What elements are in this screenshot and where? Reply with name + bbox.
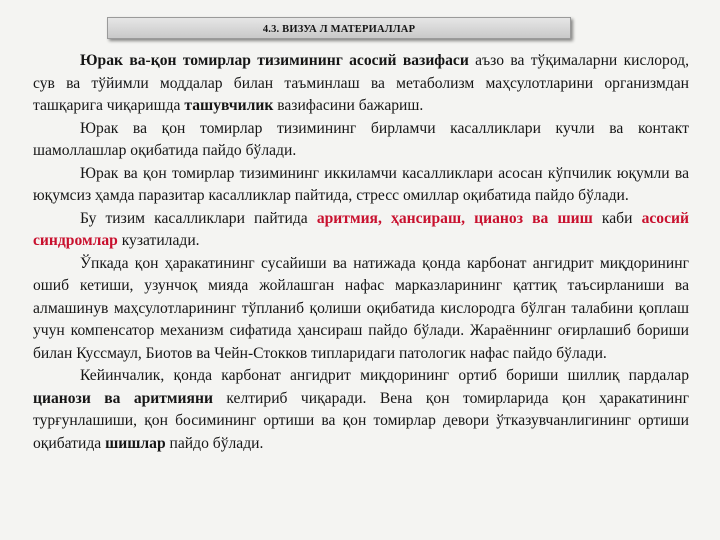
paragraph-3 — [33, 163, 689, 208]
paragraph-5 — [33, 253, 689, 366]
p1-bold-term: ташувчилик — [184, 97, 274, 114]
p4-text-3: кузатилади. — [117, 232, 200, 249]
p1-text-1: аъзо ва тўқималарни кислород, сув ва тўйимли моддалар билан таъминлаш ва метаболизм маҳсулотларини организмдан ташқарига чиқаришда — [33, 52, 689, 114]
p1-bold-lead: Юрак ва-қон томирлар тизимининг асосий вазифаси — [80, 52, 469, 69]
p4-red-syndromes: асосий синдромлар — [33, 209, 689, 249]
p4-red-terms: аритмия, ҳансираш, цианоз ва шиш — [316, 209, 593, 227]
section-header — [107, 17, 571, 39]
p6-text-1: Кейинчалик, қонда карбонат ангидрит миқдорининг ортиб бориши шиллиқ пардалар — [80, 367, 689, 384]
document-body — [33, 50, 689, 455]
paragraph-6 — [33, 365, 689, 455]
p2-text: Юрак ва қон томирлар тизимининг бирламчи касалликлари кучли ва контакт шамоллашлар оқибатида пайдо бўлади. — [33, 119, 689, 159]
p4-text-1: Бу тизим касалликлари пайтида — [80, 209, 317, 227]
p1-text-2: вазифасини бажариш. — [273, 97, 424, 114]
paragraph-1 — [33, 50, 689, 118]
p6-text-2: келтириб чиқаради. Вена қон томирларида қон ҳаракатининг турғунлашиши, қон босимининг ортиши ва қон томирлар девори ўтказувчанлигининг ортиши оқибатида — [33, 389, 689, 452]
p4-text-2: каби — [592, 209, 642, 227]
p3-text: Юрак ва қон томирлар тизимининг иккиламчи касалликлари асосан кўпчилик юқумли ва юқумсиз ҳамда паразитар касалликлар пайтида, стресс омиллар оқибатида пайдо бўлади. — [33, 164, 689, 204]
p6-bold-2: шишлар — [105, 434, 166, 452]
p6-bold-1: цианози ва аритмияни — [33, 389, 213, 407]
p5-text: Ўпкада қон ҳаракатининг сусайиши ва натижада қонда карбонат ангидрит миқдорининг ошиб кетиши, узунчоқ мияда жойлашган нафас марказларининг қаттиқ таъсирланиши ва алмашинув маҳсулотларининг тўпланиб қолиши оқибатида кислородга бўлган талабини қоплаш учун компенсатор механизм сифатида ҳансираш пайдо бўлади. Жараённинг оғирлашиб бориши билан Куссмаул, Биотов ва Чейн-Стокков типларидаги патологик нафас пайдо бўлади. — [33, 254, 689, 362]
paragraph-2 — [33, 118, 689, 163]
p6-text-3: пайдо бўлади. — [165, 434, 264, 452]
paragraph-4 — [33, 208, 689, 253]
section-title: 4.3. ВИЗУА Л МАТЕРИАЛЛАР — [262, 24, 416, 35]
